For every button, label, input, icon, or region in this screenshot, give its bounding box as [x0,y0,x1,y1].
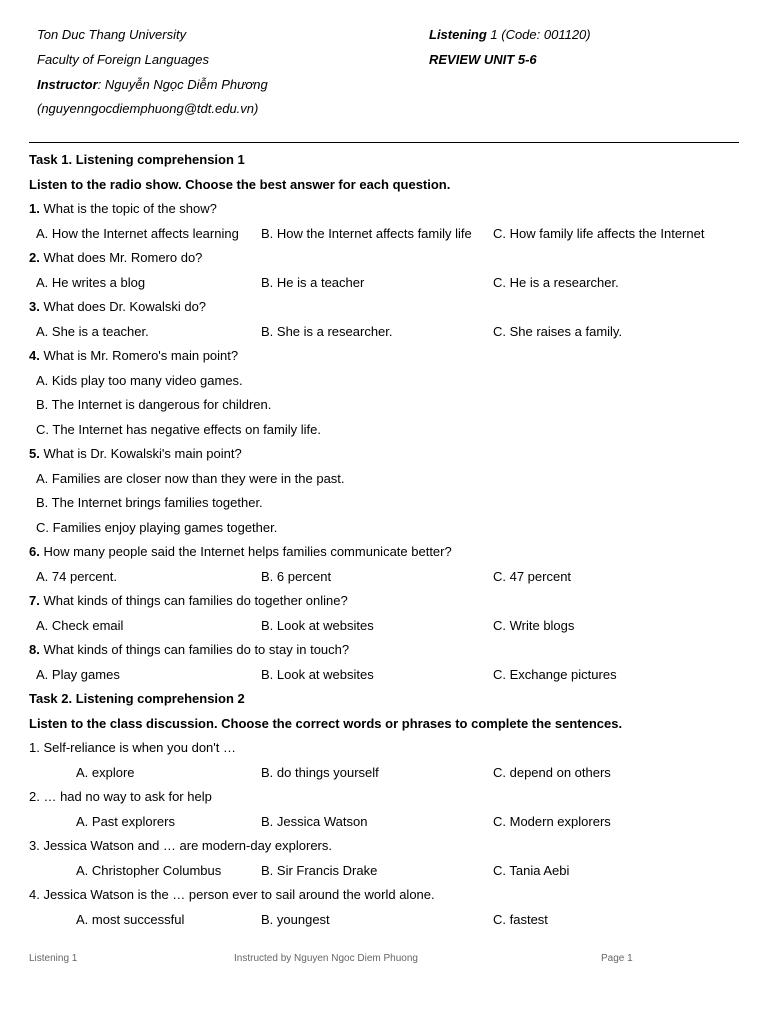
option-row [0,495,768,515]
option-b[interactable]: B. The Internet brings families together. [36,495,263,510]
option-a[interactable]: A. He writes a blog [36,275,146,290]
option-b[interactable]: B. Sir Francis Drake [261,863,378,878]
option-row [0,471,768,491]
options-row [0,765,768,785]
question [0,446,768,466]
question [0,740,768,760]
options-row [0,863,768,883]
question-text: 5. What is Dr. Kowalski's main point? [29,446,242,461]
option-b[interactable]: B. He is a teacher [261,275,365,290]
option-c[interactable]: C. She raises a family. [493,324,623,339]
question [0,250,768,270]
option-b[interactable]: B. Look at websites [261,618,374,633]
question-text: 3. What does Dr. Kowalski do? [29,299,207,314]
footer-course: Listening 1 [29,953,78,964]
instructor-email: (nguyenngocdiemphuong@tdt.edu.vn) [37,101,259,116]
option-row [0,373,768,393]
question [0,201,768,221]
task2-instruction-line [0,716,768,736]
option-row [0,520,768,540]
option-c[interactable]: C. 47 percent [493,569,572,584]
option-c[interactable]: C. fastest [493,912,548,927]
task2-title-line [0,691,768,711]
header-divider [29,142,739,143]
option-c[interactable]: C. depend on others [493,765,611,780]
instructor-name: : Nguyễn Ngọc Diễm Phương [97,77,268,92]
course-line [429,27,591,42]
option-b[interactable]: B. do things yourself [261,765,379,780]
question-text: 7. What kinds of things can families do together online? [29,593,348,608]
university-name: Ton Duc Thang University [37,27,187,42]
task1-instruction-line [0,177,768,197]
option-a[interactable]: A. Play games [36,667,120,682]
question [0,838,768,858]
option-a[interactable]: A. Past explorers [76,814,175,829]
option-a[interactable]: A. She is a teacher. [36,324,149,339]
review-title: REVIEW UNIT 5-6 [429,52,537,67]
instructor-line [37,77,268,92]
option-c[interactable]: C. Tania Aebi [493,863,570,878]
options-row [0,912,768,932]
question [0,789,768,809]
course-label: Listening [429,27,487,42]
option-a[interactable]: A. 74 percent. [36,569,117,584]
question-text: 4. Jessica Watson is the … person ever to sail around the world alone. [29,887,435,902]
question [0,642,768,662]
option-row [0,422,768,442]
option-c[interactable]: C. Exchange pictures [493,667,617,682]
task1-title: Task 1. Listening comprehension 1 [29,152,245,167]
option-c[interactable]: C. Modern explorers [493,814,611,829]
option-c[interactable]: C. Families enjoy playing games together. [36,520,278,535]
question-text: 3. Jessica Watson and … are modern-day explorers. [29,838,332,853]
options-row [0,324,768,344]
option-b[interactable]: B. The Internet is dangerous for children. [36,397,272,412]
task2-title: Task 2. Listening comprehension 2 [29,691,245,706]
option-b[interactable]: B. Jessica Watson [261,814,368,829]
option-a[interactable]: A. explore [76,765,135,780]
question-text: 2. What does Mr. Romero do? [29,250,203,265]
question-text: 8. What kinds of things can families do to stay in touch? [29,642,350,657]
footer-instructor: Instructed by Nguyen Ngoc Diem Phuong [234,953,418,964]
question-text: 1. Self-reliance is when you don't … [29,740,236,755]
option-a[interactable]: A. Christopher Columbus [76,863,222,878]
options-row [0,814,768,834]
question-text: 2. … had no way to ask for help [29,789,212,804]
option-a[interactable]: A. most successful [76,912,185,927]
question-text: 4. What is Mr. Romero's main point? [29,348,239,363]
options-row [0,226,768,246]
question [0,348,768,368]
option-c[interactable]: C. He is a researcher. [493,275,619,290]
task1-title-line [0,152,768,172]
options-row [0,667,768,687]
task1-instruction: Listen to the radio show. Choose the best answer for each question. [29,177,451,192]
option-b[interactable]: B. youngest [261,912,330,927]
options-row [0,275,768,295]
options-row [0,569,768,589]
option-a[interactable]: A. Kids play too many video games. [36,373,243,388]
option-b[interactable]: B. 6 percent [261,569,332,584]
options-row [0,618,768,638]
option-c[interactable]: C. The Internet has negative effects on family life. [36,422,321,437]
option-row [0,397,768,417]
question-text: 6. How many people said the Internet helps families communicate better? [29,544,452,559]
option-b[interactable]: B. How the Internet affects family life [261,226,472,241]
question [0,887,768,907]
question [0,544,768,564]
option-c[interactable]: C. How family life affects the Internet [493,226,705,241]
question [0,299,768,319]
instructor-label: Instructor [37,77,98,92]
option-a[interactable]: A. Check email [36,618,124,633]
question-text: 1. What is the topic of the show? [29,201,217,216]
task2-instruction: Listen to the class discussion. Choose the correct words or phrases to complete the sentences. [29,716,623,731]
footer-page-number: Page 1 [601,953,633,964]
course-code: 1 (Code: 001120) [486,27,591,42]
option-c[interactable]: C. Write blogs [493,618,575,633]
question [0,593,768,613]
option-a[interactable]: A. How the Internet affects learning [36,226,239,241]
option-b[interactable]: B. She is a researcher. [261,324,393,339]
faculty-name: Faculty of Foreign Languages [37,52,209,67]
option-a[interactable]: A. Families are closer now than they were in the past. [36,471,345,486]
option-b[interactable]: B. Look at websites [261,667,374,682]
